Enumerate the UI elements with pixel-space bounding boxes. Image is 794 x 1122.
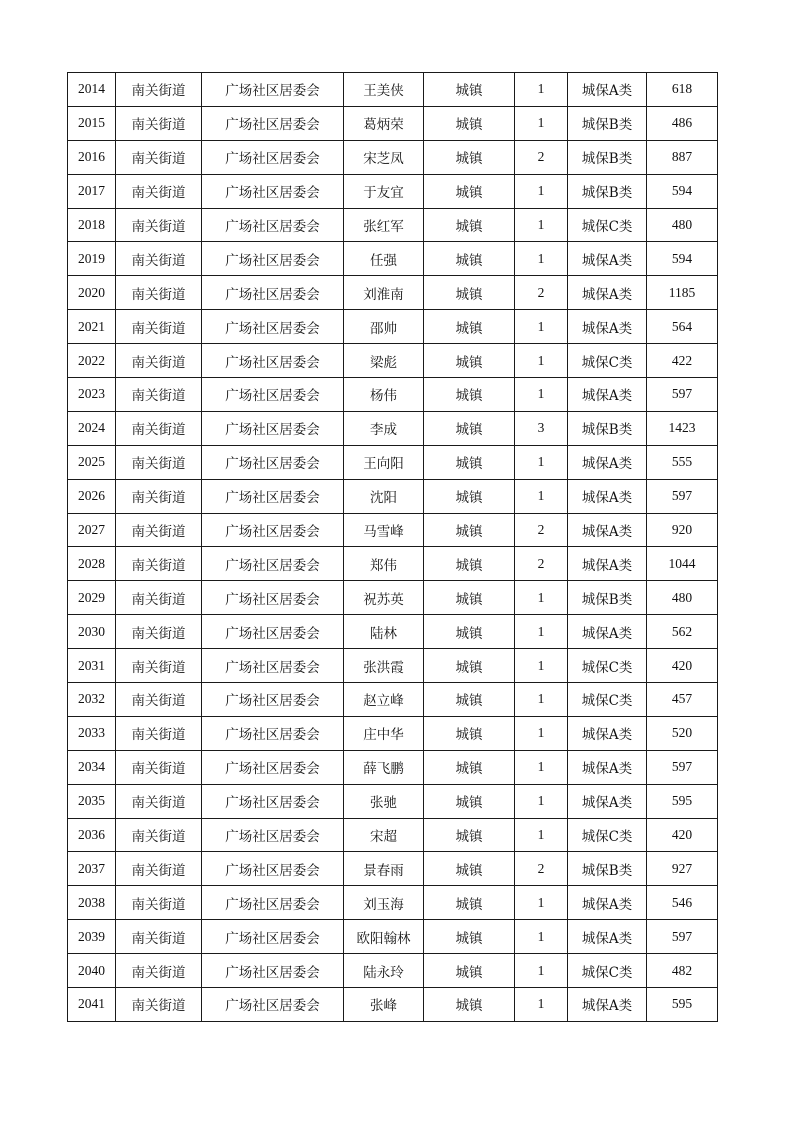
household-count-cell: 1	[515, 716, 568, 750]
amount-cell: 927	[647, 852, 718, 886]
household-count-cell: 1	[515, 615, 568, 649]
committee-cell: 广场社区居委会	[202, 920, 344, 954]
committee-cell: 广场社区居委会	[202, 818, 344, 852]
table-row	[68, 242, 718, 276]
street-cell: 南关街道	[116, 208, 202, 242]
serial-number-cell: 2017	[68, 174, 116, 208]
table-row	[68, 73, 718, 107]
committee-cell: 广场社区居委会	[202, 310, 344, 344]
table-row	[68, 649, 718, 683]
area-type-cell: 城镇	[424, 920, 515, 954]
committee-cell: 广场社区居委会	[202, 174, 344, 208]
insurance-category-cell: 城保A类	[568, 479, 647, 513]
household-count-cell: 1	[515, 954, 568, 988]
household-count-cell: 1	[515, 750, 568, 784]
insurance-category-cell: 城保A类	[568, 378, 647, 412]
name-cell: 庄中华	[344, 716, 424, 750]
amount-cell: 1185	[647, 276, 718, 310]
insurance-category-cell: 城保A类	[568, 716, 647, 750]
committee-cell: 广场社区居委会	[202, 852, 344, 886]
table-row	[68, 445, 718, 479]
serial-number-cell: 2028	[68, 547, 116, 581]
name-cell: 张峰	[344, 988, 424, 1022]
amount-cell: 457	[647, 683, 718, 717]
table-row	[68, 716, 718, 750]
amount-cell: 595	[647, 784, 718, 818]
committee-cell: 广场社区居委会	[202, 886, 344, 920]
serial-number-cell: 2014	[68, 73, 116, 107]
amount-cell: 480	[647, 581, 718, 615]
household-count-cell: 1	[515, 208, 568, 242]
committee-cell: 广场社区居委会	[202, 683, 344, 717]
household-count-cell: 1	[515, 818, 568, 852]
insurance-category-cell: 城保A类	[568, 920, 647, 954]
area-type-cell: 城镇	[424, 242, 515, 276]
committee-cell: 广场社区居委会	[202, 954, 344, 988]
name-cell: 沈阳	[344, 479, 424, 513]
table-row	[68, 208, 718, 242]
committee-cell: 广场社区居委会	[202, 378, 344, 412]
insurance-category-cell: 城保C类	[568, 683, 647, 717]
name-cell: 祝苏英	[344, 581, 424, 615]
amount-cell: 1423	[647, 411, 718, 445]
street-cell: 南关街道	[116, 649, 202, 683]
street-cell: 南关街道	[116, 852, 202, 886]
amount-cell: 618	[647, 73, 718, 107]
insurance-category-cell: 城保B类	[568, 581, 647, 615]
insurance-category-cell: 城保C类	[568, 649, 647, 683]
amount-cell: 594	[647, 174, 718, 208]
insurance-category-cell: 城保A类	[568, 988, 647, 1022]
amount-cell: 597	[647, 750, 718, 784]
insurance-category-cell: 城保C类	[568, 344, 647, 378]
street-cell: 南关街道	[116, 683, 202, 717]
table-row	[68, 411, 718, 445]
serial-number-cell: 2033	[68, 716, 116, 750]
serial-number-cell: 2039	[68, 920, 116, 954]
household-count-cell: 1	[515, 886, 568, 920]
serial-number-cell: 2029	[68, 581, 116, 615]
household-count-cell: 1	[515, 378, 568, 412]
street-cell: 南关街道	[116, 513, 202, 547]
household-count-cell: 1	[515, 242, 568, 276]
table-row	[68, 276, 718, 310]
amount-cell: 597	[647, 378, 718, 412]
amount-cell: 920	[647, 513, 718, 547]
household-count-cell: 1	[515, 106, 568, 140]
insurance-category-cell: 城保A类	[568, 886, 647, 920]
serial-number-cell: 2041	[68, 988, 116, 1022]
insurance-category-cell: 城保A类	[568, 276, 647, 310]
name-cell: 张洪霞	[344, 649, 424, 683]
roster-body	[68, 73, 718, 1022]
name-cell: 薛飞鹏	[344, 750, 424, 784]
amount-cell: 486	[647, 106, 718, 140]
committee-cell: 广场社区居委会	[202, 615, 344, 649]
name-cell: 郑伟	[344, 547, 424, 581]
household-count-cell: 3	[515, 411, 568, 445]
area-type-cell: 城镇	[424, 581, 515, 615]
street-cell: 南关街道	[116, 988, 202, 1022]
serial-number-cell: 2035	[68, 784, 116, 818]
street-cell: 南关街道	[116, 920, 202, 954]
area-type-cell: 城镇	[424, 344, 515, 378]
street-cell: 南关街道	[116, 411, 202, 445]
street-cell: 南关街道	[116, 547, 202, 581]
insurance-category-cell: 城保B类	[568, 140, 647, 174]
table-row	[68, 106, 718, 140]
area-type-cell: 城镇	[424, 716, 515, 750]
committee-cell: 广场社区居委会	[202, 445, 344, 479]
household-count-cell: 2	[515, 513, 568, 547]
household-count-cell: 2	[515, 547, 568, 581]
insurance-category-cell: 城保C类	[568, 818, 647, 852]
name-cell: 于友宜	[344, 174, 424, 208]
street-cell: 南关街道	[116, 581, 202, 615]
insurance-category-cell: 城保B类	[568, 411, 647, 445]
insurance-category-cell: 城保A类	[568, 547, 647, 581]
serial-number-cell: 2025	[68, 445, 116, 479]
table-row	[68, 988, 718, 1022]
serial-number-cell: 2026	[68, 479, 116, 513]
committee-cell: 广场社区居委会	[202, 242, 344, 276]
household-count-cell: 2	[515, 852, 568, 886]
serial-number-cell: 2040	[68, 954, 116, 988]
area-type-cell: 城镇	[424, 649, 515, 683]
committee-cell: 广场社区居委会	[202, 106, 344, 140]
amount-cell: 520	[647, 716, 718, 750]
name-cell: 马雪峰	[344, 513, 424, 547]
table-row	[68, 344, 718, 378]
table-row	[68, 886, 718, 920]
area-type-cell: 城镇	[424, 411, 515, 445]
area-type-cell: 城镇	[424, 750, 515, 784]
amount-cell: 597	[647, 479, 718, 513]
committee-cell: 广场社区居委会	[202, 513, 344, 547]
table-row	[68, 784, 718, 818]
name-cell: 宋超	[344, 818, 424, 852]
committee-cell: 广场社区居委会	[202, 276, 344, 310]
committee-cell: 广场社区居委会	[202, 344, 344, 378]
area-type-cell: 城镇	[424, 513, 515, 547]
serial-number-cell: 2016	[68, 140, 116, 174]
serial-number-cell: 2023	[68, 378, 116, 412]
household-count-cell: 1	[515, 988, 568, 1022]
committee-cell: 广场社区居委会	[202, 479, 344, 513]
household-count-cell: 1	[515, 784, 568, 818]
amount-cell: 564	[647, 310, 718, 344]
amount-cell: 555	[647, 445, 718, 479]
household-count-cell: 1	[515, 581, 568, 615]
amount-cell: 482	[647, 954, 718, 988]
street-cell: 南关街道	[116, 378, 202, 412]
name-cell: 赵立峰	[344, 683, 424, 717]
street-cell: 南关街道	[116, 750, 202, 784]
amount-cell: 595	[647, 988, 718, 1022]
committee-cell: 广场社区居委会	[202, 784, 344, 818]
serial-number-cell: 2019	[68, 242, 116, 276]
insurance-category-cell: 城保A类	[568, 73, 647, 107]
name-cell: 王美侠	[344, 73, 424, 107]
committee-cell: 广场社区居委会	[202, 716, 344, 750]
committee-cell: 广场社区居委会	[202, 411, 344, 445]
table-row	[68, 378, 718, 412]
street-cell: 南关街道	[116, 276, 202, 310]
street-cell: 南关街道	[116, 615, 202, 649]
household-count-cell: 1	[515, 174, 568, 208]
serial-number-cell: 2022	[68, 344, 116, 378]
serial-number-cell: 2027	[68, 513, 116, 547]
street-cell: 南关街道	[116, 818, 202, 852]
amount-cell: 480	[647, 208, 718, 242]
area-type-cell: 城镇	[424, 174, 515, 208]
name-cell: 葛炳荣	[344, 106, 424, 140]
street-cell: 南关街道	[116, 73, 202, 107]
name-cell: 欧阳翰林	[344, 920, 424, 954]
name-cell: 宋芝凤	[344, 140, 424, 174]
committee-cell: 广场社区居委会	[202, 208, 344, 242]
serial-number-cell: 2018	[68, 208, 116, 242]
household-count-cell: 1	[515, 344, 568, 378]
table-row	[68, 581, 718, 615]
street-cell: 南关街道	[116, 716, 202, 750]
insurance-category-cell: 城保A类	[568, 750, 647, 784]
amount-cell: 887	[647, 140, 718, 174]
area-type-cell: 城镇	[424, 140, 515, 174]
table-row	[68, 683, 718, 717]
committee-cell: 广场社区居委会	[202, 750, 344, 784]
insurance-category-cell: 城保A类	[568, 615, 647, 649]
name-cell: 梁彪	[344, 344, 424, 378]
street-cell: 南关街道	[116, 310, 202, 344]
household-count-cell: 1	[515, 445, 568, 479]
insurance-category-cell: 城保A类	[568, 445, 647, 479]
name-cell: 张红军	[344, 208, 424, 242]
amount-cell: 597	[647, 920, 718, 954]
name-cell: 杨伟	[344, 378, 424, 412]
document-page	[67, 72, 717, 1022]
name-cell: 陆林	[344, 615, 424, 649]
area-type-cell: 城镇	[424, 954, 515, 988]
table-row	[68, 310, 718, 344]
area-type-cell: 城镇	[424, 886, 515, 920]
serial-number-cell: 2031	[68, 649, 116, 683]
serial-number-cell: 2024	[68, 411, 116, 445]
area-type-cell: 城镇	[424, 683, 515, 717]
name-cell: 任强	[344, 242, 424, 276]
name-cell: 王向阳	[344, 445, 424, 479]
committee-cell: 广场社区居委会	[202, 547, 344, 581]
area-type-cell: 城镇	[424, 445, 515, 479]
insurance-category-cell: 城保C类	[568, 954, 647, 988]
amount-cell: 420	[647, 649, 718, 683]
serial-number-cell: 2020	[68, 276, 116, 310]
name-cell: 刘淮南	[344, 276, 424, 310]
household-count-cell: 1	[515, 920, 568, 954]
household-count-cell: 1	[515, 73, 568, 107]
area-type-cell: 城镇	[424, 615, 515, 649]
street-cell: 南关街道	[116, 140, 202, 174]
street-cell: 南关街道	[116, 242, 202, 276]
table-row	[68, 818, 718, 852]
insurance-category-cell: 城保A类	[568, 242, 647, 276]
serial-number-cell: 2032	[68, 683, 116, 717]
table-row	[68, 920, 718, 954]
name-cell: 陆永玲	[344, 954, 424, 988]
table-row	[68, 750, 718, 784]
table-row	[68, 852, 718, 886]
insurance-category-cell: 城保A类	[568, 784, 647, 818]
serial-number-cell: 2038	[68, 886, 116, 920]
area-type-cell: 城镇	[424, 73, 515, 107]
amount-cell: 420	[647, 818, 718, 852]
street-cell: 南关街道	[116, 954, 202, 988]
household-count-cell: 1	[515, 479, 568, 513]
area-type-cell: 城镇	[424, 378, 515, 412]
amount-cell: 562	[647, 615, 718, 649]
area-type-cell: 城镇	[424, 106, 515, 140]
household-count-cell: 1	[515, 649, 568, 683]
area-type-cell: 城镇	[424, 208, 515, 242]
amount-cell: 422	[647, 344, 718, 378]
insurance-category-cell: 城保A类	[568, 513, 647, 547]
serial-number-cell: 2037	[68, 852, 116, 886]
household-count-cell: 2	[515, 276, 568, 310]
serial-number-cell: 2015	[68, 106, 116, 140]
street-cell: 南关街道	[116, 784, 202, 818]
area-type-cell: 城镇	[424, 276, 515, 310]
committee-cell: 广场社区居委会	[202, 988, 344, 1022]
insurance-category-cell: 城保B类	[568, 852, 647, 886]
serial-number-cell: 2034	[68, 750, 116, 784]
committee-cell: 广场社区居委会	[202, 73, 344, 107]
committee-cell: 广场社区居委会	[202, 581, 344, 615]
area-type-cell: 城镇	[424, 310, 515, 344]
name-cell: 李成	[344, 411, 424, 445]
name-cell: 景春雨	[344, 852, 424, 886]
amount-cell: 1044	[647, 547, 718, 581]
area-type-cell: 城镇	[424, 988, 515, 1022]
table-row	[68, 547, 718, 581]
area-type-cell: 城镇	[424, 547, 515, 581]
committee-cell: 广场社区居委会	[202, 140, 344, 174]
household-count-cell: 2	[515, 140, 568, 174]
serial-number-cell: 2036	[68, 818, 116, 852]
insurance-category-cell: 城保B类	[568, 106, 647, 140]
insurance-category-cell: 城保C类	[568, 208, 647, 242]
table-row	[68, 174, 718, 208]
street-cell: 南关街道	[116, 344, 202, 378]
table-row	[68, 615, 718, 649]
household-count-cell: 1	[515, 683, 568, 717]
household-count-cell: 1	[515, 310, 568, 344]
insurance-category-cell: 城保A类	[568, 310, 647, 344]
serial-number-cell: 2030	[68, 615, 116, 649]
table-row	[68, 479, 718, 513]
name-cell: 刘玉海	[344, 886, 424, 920]
area-type-cell: 城镇	[424, 784, 515, 818]
street-cell: 南关街道	[116, 174, 202, 208]
street-cell: 南关街道	[116, 445, 202, 479]
area-type-cell: 城镇	[424, 818, 515, 852]
street-cell: 南关街道	[116, 479, 202, 513]
street-cell: 南关街道	[116, 886, 202, 920]
amount-cell: 594	[647, 242, 718, 276]
insurance-category-cell: 城保B类	[568, 174, 647, 208]
area-type-cell: 城镇	[424, 852, 515, 886]
committee-cell: 广场社区居委会	[202, 649, 344, 683]
table-row	[68, 513, 718, 547]
amount-cell: 546	[647, 886, 718, 920]
name-cell: 邵帅	[344, 310, 424, 344]
subsidy-roster-table	[67, 72, 718, 1022]
table-row	[68, 140, 718, 174]
area-type-cell: 城镇	[424, 479, 515, 513]
serial-number-cell: 2021	[68, 310, 116, 344]
name-cell: 张驰	[344, 784, 424, 818]
street-cell: 南关街道	[116, 106, 202, 140]
table-row	[68, 954, 718, 988]
